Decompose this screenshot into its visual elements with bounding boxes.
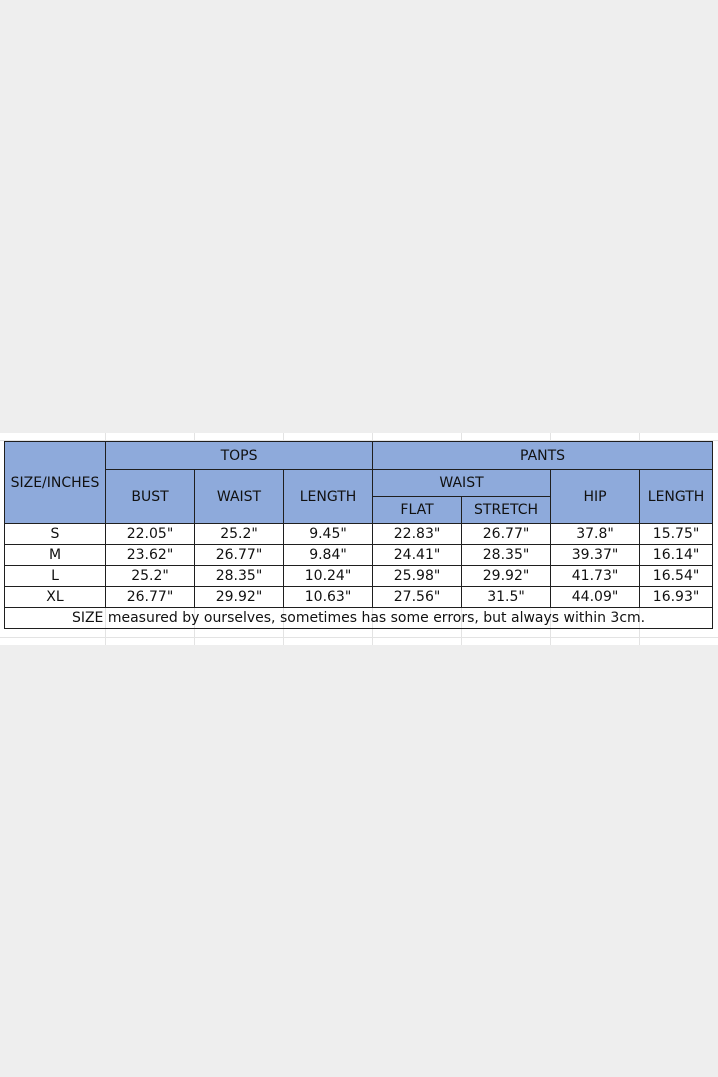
- size-label: XL: [5, 587, 106, 608]
- table-row: [5, 587, 713, 608]
- table-cell: 31.5": [462, 587, 551, 608]
- note-row: [5, 608, 713, 629]
- table-cell: 26.77": [195, 545, 284, 566]
- table-cell: 16.93": [640, 587, 713, 608]
- table-row: [5, 545, 713, 566]
- table-cell: 22.83": [373, 524, 462, 545]
- column-header-pants-hip: HIP: [551, 470, 640, 524]
- table-cell: 25.2": [195, 524, 284, 545]
- table-cell: 9.45": [284, 524, 373, 545]
- table-cell: 9.84": [284, 545, 373, 566]
- table-cell: 16.14": [640, 545, 713, 566]
- gridline: [0, 637, 718, 638]
- table-cell: 28.35": [195, 566, 284, 587]
- table-cell: 25.2": [106, 566, 195, 587]
- table-cell: 23.62": [106, 545, 195, 566]
- table-cell: 26.77": [106, 587, 195, 608]
- table-cell: 24.41": [373, 545, 462, 566]
- column-header-tops-bust: BUST: [106, 470, 195, 524]
- column-header-waist-flat: FLAT: [373, 497, 462, 524]
- measurement-note: SIZE measured by ourselves, sometimes has some errors, but always within 3cm.: [5, 608, 713, 629]
- size-label: M: [5, 545, 106, 566]
- corner-label: SIZE/INCHES: [5, 442, 106, 524]
- table-cell: 26.77": [462, 524, 551, 545]
- header-row-columns: [5, 470, 713, 497]
- table-cell: 41.73": [551, 566, 640, 587]
- column-header-pants-waist: WAIST: [373, 470, 551, 497]
- table-row: [5, 566, 713, 587]
- table-cell: 27.56": [373, 587, 462, 608]
- size-label: S: [5, 524, 106, 545]
- table-cell: 39.37": [551, 545, 640, 566]
- table-cell: 44.09": [551, 587, 640, 608]
- size-label: L: [5, 566, 106, 587]
- column-header-tops-waist: WAIST: [195, 470, 284, 524]
- table-cell: 28.35": [462, 545, 551, 566]
- table-cell: 10.24": [284, 566, 373, 587]
- table-cell: 29.92": [195, 587, 284, 608]
- table-cell: 37.8": [551, 524, 640, 545]
- group-header-tops: TOPS: [106, 442, 373, 470]
- table-cell: 29.92": [462, 566, 551, 587]
- group-header-pants: PANTS: [373, 442, 713, 470]
- size-chart-table: [4, 441, 713, 629]
- table-cell: 15.75": [640, 524, 713, 545]
- table-row: [5, 524, 713, 545]
- header-row-groups: [5, 442, 713, 470]
- column-header-waist-stretch: STRETCH: [462, 497, 551, 524]
- table-cell: 16.54": [640, 566, 713, 587]
- table-cell: 10.63": [284, 587, 373, 608]
- column-header-pants-length: LENGTH: [640, 470, 713, 524]
- table-cell: 25.98": [373, 566, 462, 587]
- spreadsheet-area: [0, 433, 718, 645]
- column-header-tops-length: LENGTH: [284, 470, 373, 524]
- table-cell: 22.05": [106, 524, 195, 545]
